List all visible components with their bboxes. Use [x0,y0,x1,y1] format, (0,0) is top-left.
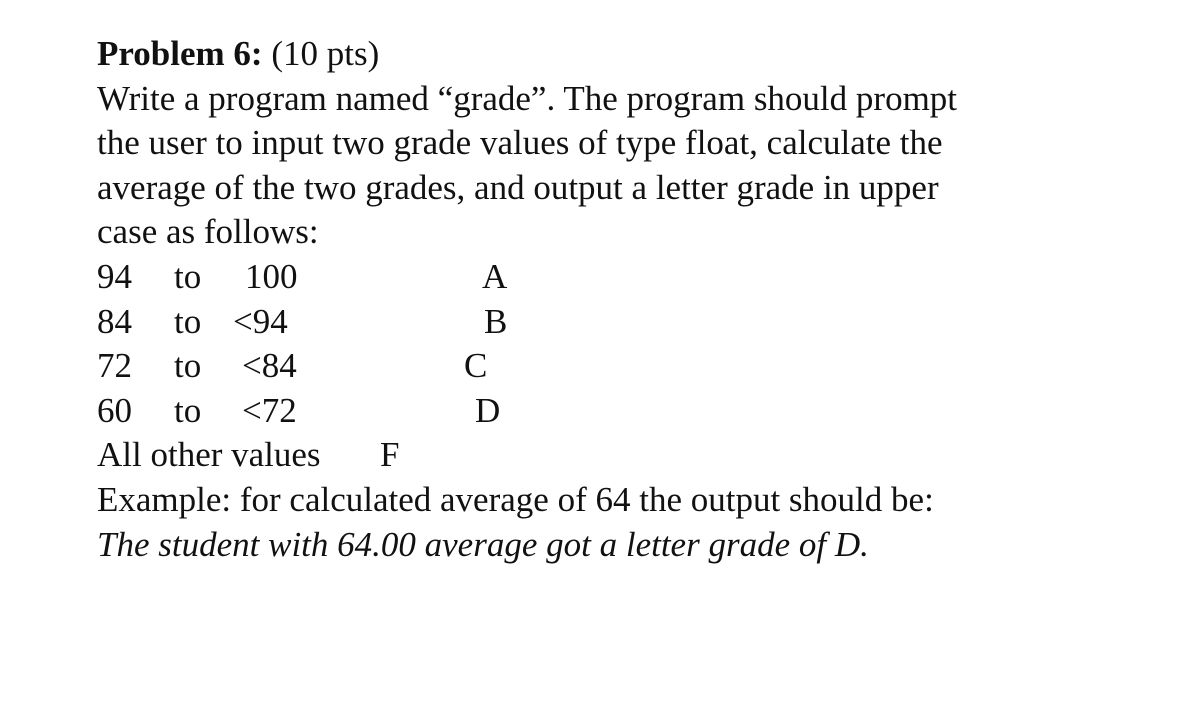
problem-document [97,32,1137,567]
range-to: to [174,346,202,386]
range-low: 72 [97,346,132,386]
description-line: Write a program named “grade”. The program should prompt [97,78,958,118]
range-high: 100 [245,256,298,296]
range-low: 84 [97,301,132,341]
grade-row-a [97,255,1137,300]
grade-row-c [97,344,1137,389]
range-to: to [174,301,202,341]
grade-row-b [97,300,1137,345]
range-to: to [174,256,202,296]
range-high: <72 [242,390,297,430]
problem-points: (10 pts) [271,34,380,73]
other-label: All other values [97,435,321,475]
letter-grade: C [464,346,488,386]
range-low: 60 [97,390,132,430]
range-high: <94 [233,301,288,341]
letter-grade: D [475,390,501,430]
range-high: <84 [242,346,297,386]
letter-grade: B [484,301,508,341]
description-line: average of the two grades, and output a letter grade in upper [97,167,939,207]
example-intro: Example: for calculated average of 64 the output should be: [97,479,934,519]
letter-grade: F [380,435,400,475]
problem-title: Problem 6: [97,34,263,73]
problem-heading [97,32,1137,77]
letter-grade: A [482,256,508,296]
range-to: to [174,390,202,430]
description-line: the user to input two grade values of type float, calculate the [97,123,943,163]
grade-row-other [97,433,1137,478]
range-low: 94 [97,256,132,296]
description-line: case as follows: [97,212,319,252]
example-output: The student with 64.00 average got a letter grade of D. [97,524,869,564]
grade-row-d [97,389,1137,434]
